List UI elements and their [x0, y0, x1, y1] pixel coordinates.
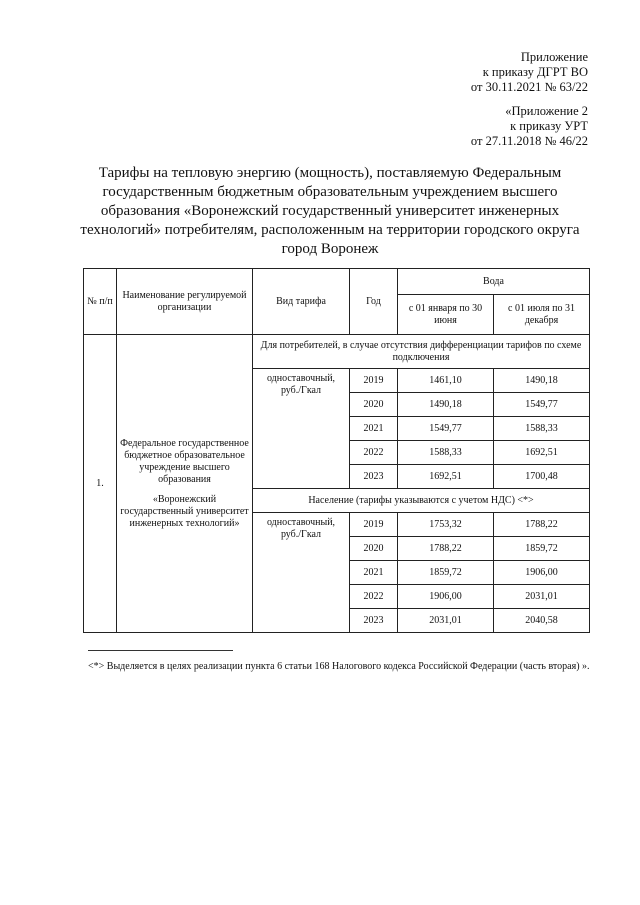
- value-h2: 1692,51: [494, 441, 590, 465]
- year-cell: 2020: [350, 393, 398, 417]
- value-h2: 1588,33: [494, 417, 590, 441]
- header-period-1: с 01 января по 30 июня: [398, 295, 494, 335]
- year-cell: 2020: [350, 537, 398, 561]
- year-cell: 2021: [350, 561, 398, 585]
- value-h1: 1588,33: [398, 441, 494, 465]
- appendix-line: к приказу УРТ: [510, 119, 588, 133]
- section-title: Население (тарифы указываются с учетом НДС) <*>: [253, 489, 590, 513]
- tariff-type: одноставочный, руб./Гкал: [253, 369, 350, 489]
- header-num: № п/п: [84, 269, 117, 335]
- value-h2: 1906,00: [494, 561, 590, 585]
- organization-name: [117, 335, 253, 633]
- value-h2: 2040,58: [494, 609, 590, 633]
- value-h2: 2031,01: [494, 585, 590, 609]
- year-cell: 2021: [350, 417, 398, 441]
- header-year: Год: [350, 269, 398, 335]
- row-number: 1.: [84, 335, 117, 633]
- header-water: Вода: [398, 269, 590, 295]
- value-h2: 1549,77: [494, 393, 590, 417]
- value-h1: 1490,18: [398, 393, 494, 417]
- value-h1: 2031,01: [398, 609, 494, 633]
- appendix-line: «Приложение 2: [505, 104, 588, 118]
- value-h2: 1490,18: [494, 369, 590, 393]
- appendix-line: от 30.11.2021 № 63/22: [470, 80, 588, 94]
- year-cell: 2022: [350, 441, 398, 465]
- previous-appendix-header: [471, 104, 588, 149]
- document-title: Тарифы на тепловую энергию (мощность), поставляемую Федеральным государственным бюджетным образовательным учреждением высшего образования «Воронежский государственный университет инженерных технологий» потребителям, расположенным на территории городского округа город Воронеж: [80, 165, 580, 257]
- value-h2: 1700,48: [494, 465, 590, 489]
- value-h1: 1753,32: [398, 513, 494, 537]
- header-period-2: с 01 июля по 31 декабря: [494, 295, 590, 335]
- footnote-divider: [88, 650, 233, 651]
- appendix-line: от 27.11.2018 № 46/22: [470, 134, 588, 148]
- appendix-line: Приложение: [520, 50, 588, 64]
- section-title: Для потребителей, в случае отсутствия дифференциации тарифов по схеме подключения: [253, 335, 590, 369]
- value-h2: 1788,22: [494, 513, 590, 537]
- appendix-header: [471, 50, 588, 95]
- organization-name-line-2: «Воронежский государственный университет инженерных технологий»: [120, 493, 249, 529]
- tariff-type: одноставочный, руб./Гкал: [253, 513, 350, 633]
- header-tariff-type: Вид тарифа: [253, 269, 350, 335]
- value-h1: 1692,51: [398, 465, 494, 489]
- appendix-line: к приказу ДГРТ ВО: [482, 65, 588, 79]
- year-cell: 2019: [350, 513, 398, 537]
- value-h1: 1549,77: [398, 417, 494, 441]
- year-cell: 2023: [350, 465, 398, 489]
- footnote: <*> Выделяется в целях реализации пункта 6 статьи 168 Налогового кодекса Российской Федерации (часть вторая) ».: [88, 661, 590, 672]
- year-cell: 2022: [350, 585, 398, 609]
- value-h1: 1906,00: [398, 585, 494, 609]
- value-h1: 1461,10: [398, 369, 494, 393]
- value-h2: 1859,72: [494, 537, 590, 561]
- value-h1: 1788,22: [398, 537, 494, 561]
- year-cell: 2019: [350, 369, 398, 393]
- organization-name-line-1: Федеральное государственное бюджетное образовательное учреждение высшего образования: [120, 437, 249, 485]
- value-h1: 1859,72: [398, 561, 494, 585]
- header-org: Наименование регулируемой организации: [117, 269, 253, 335]
- tariff-table: [83, 268, 590, 633]
- year-cell: 2023: [350, 609, 398, 633]
